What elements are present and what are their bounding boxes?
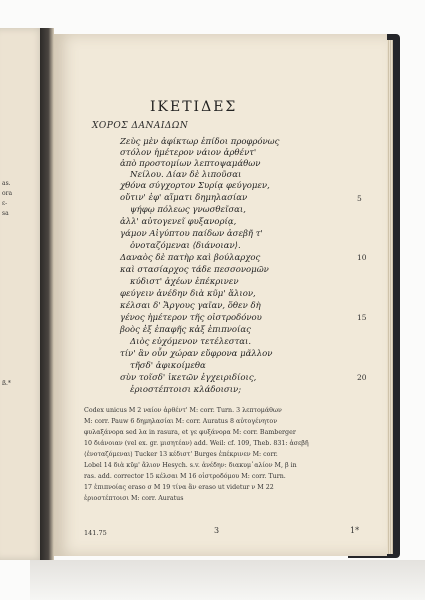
verse-line: οὔτιν' ἐφ' αἵματι δημηλασίαν — [120, 193, 248, 203]
verse-line: γένος ἡμέτερον τῆς οἰστροδόνου — [120, 313, 262, 323]
speaker-heading: ΧΟΡΟΣ ΔΑΝΑΙΔΩΝ — [92, 121, 189, 131]
apparatus-line: 17 ἐπιπνοίας eraso σ M 19 τίνα ἂν eraso ut videtur ν M 22 — [84, 484, 274, 491]
gutter — [40, 28, 54, 560]
floor-shadow — [30, 560, 425, 600]
play-title: ΙΚΕΤΙΔΕΣ — [150, 99, 238, 115]
apparatus-line: φυλαξάνορα sed λα in rasura, et γε φυξάνορα M: corr. Bamberger — [84, 429, 296, 436]
left-page-fragment: ora — [2, 190, 13, 197]
left-page-fragment: sa — [2, 210, 9, 217]
apparatus-line: ras. add. corrector 15 κέλσαι M 16 οἰστροδόμου M: corr. Turn. — [84, 473, 286, 480]
verse-line: χθόνα σύγχορτον Συρίᾳ φεύγομεν, — [120, 181, 270, 191]
left-page-fragment: ß.* — [2, 380, 11, 387]
line-number: 5 — [357, 194, 362, 203]
page-number: 3 — [214, 526, 220, 535]
verse-line: βοὸς ἐξ ἐπαφῆς κἀξ ἐπιπνοίας — [120, 325, 251, 335]
footer-code: 141.75 — [84, 529, 107, 537]
verse-line: γάμον Αἰγύπτου παίδων ἀσεβῆ τ' — [120, 229, 263, 239]
verse-line: καὶ στασίαρχος τάδε πεσσονομῶν — [120, 265, 269, 275]
verse-line: τῆσδ' ἀφικοίμεθα — [130, 361, 206, 371]
apparatus-line: Codex unicus M 2 ναίον ἀρθέντ' M: corr. Turn. 3 λεπτομάθων — [84, 407, 282, 414]
line-number: 10 — [357, 253, 367, 262]
verse-line: φεύγειν ἀνέδην διὰ κῦμ' ἅλιον, — [120, 289, 256, 299]
apparatus-line: ⟨ἐνοταζόμεναι⟩ Tucker 13 κέδιστ' Burges ἐπέκρινεν M: corr. — [84, 451, 278, 458]
verse-line: σὺν τοῖσδ' ἱκετῶν ἐγχειριδίοις, — [120, 373, 257, 383]
verse-line: ἀλλ' αὐτογενεῖ φυξανορίᾳ, — [120, 217, 237, 227]
apparatus-line: Lobel 14 διὰ κῦμ' ἅλιον Hesych. s.v. ἀνέδην: διακυμ᾽αλίον M, β in — [84, 462, 297, 469]
signature-mark: 1* — [350, 526, 360, 535]
verse-line: κέλσαι δ' Ἄργους γαῖαν, ὅθεν δὴ — [120, 301, 261, 311]
verse-line: ὀνοταζόμεναι ⟨διάνοιαν⟩. — [130, 241, 241, 251]
apparatus-line: ἐριοστέπτοισι M: corr. Auratus — [84, 495, 184, 502]
line-number: 20 — [357, 373, 367, 382]
verse-line: Διὸς εὐχόμενον τετέλεσται. — [130, 337, 252, 347]
verse-line: Ζεὺς μὲν ἀφίκτωρ ἐπίδοι προφρόνως — [120, 137, 280, 147]
verse-line: στόλον ἡμέτερον νάιον ἀρθέντ' — [120, 148, 257, 158]
apparatus-line: 10 διάνοιαν (vel ex. gr. μισητέαν) add. Weil: cf. 109, Theb. 831: ἀσεβῆ — [84, 440, 309, 447]
left-page-fragment: as. — [2, 180, 11, 187]
verse-line: ἐριοστέπτοισι κλάδοισιν; — [130, 385, 242, 395]
verse-line: Δαναὸς δὲ πατὴρ καὶ βούλαρχος — [120, 253, 261, 263]
verse-line: τίν' ἂν οὖν χώραν εὔφρονα μᾶλλον — [120, 349, 273, 359]
verse-line: ἀπὸ προστομίων λεπτοψαμάθων — [120, 159, 261, 169]
verse-line: κύδιστ' ἀχέων ἐπέκρινεν — [130, 277, 239, 287]
verse-line: ψήφῳ πόλεως γνωσθεῖσαι, — [130, 205, 246, 215]
verse-line: Νείλου. Δίαν δὲ λιποῦσαι — [130, 170, 242, 180]
line-number: 15 — [357, 313, 367, 322]
page-edges — [387, 40, 393, 554]
apparatus-line: M: corr. Pauw 6 δημηλασίαι M: corr. Auratus 8 αὐτογένητον — [84, 418, 278, 425]
left-page-fragment: ε- — [2, 200, 8, 207]
